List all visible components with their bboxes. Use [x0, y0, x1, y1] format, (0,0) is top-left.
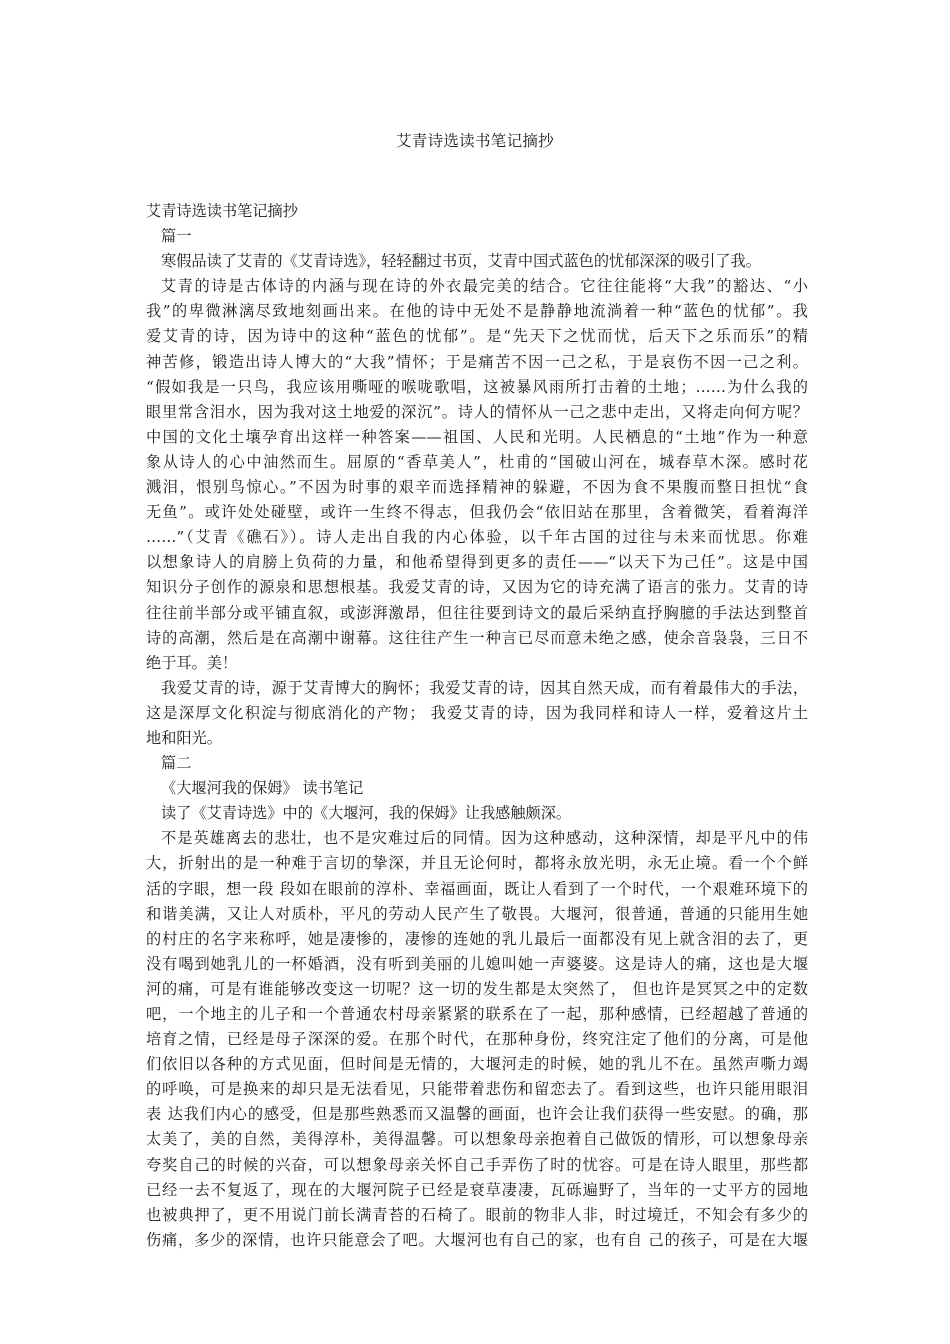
text-line: 不是英雄离去的悲壮，也不是灾难过后的同情。因为这种感动，这种深情，却是平凡中的伟	[161, 829, 808, 848]
text-line: 的村庄的名字来称呼，她是凄惨的，凄惨的连她的乳儿最后一面都没有见上就含泪的去了，更	[146, 929, 808, 948]
text-line: 寒假品读了艾青的《艾青诗选》，轻轻翻过书页，艾青中国式蓝色的忧郁深深的吸引了我。	[161, 252, 761, 271]
text-line: 知识分子创作的源泉和思想根基。我爱艾青的诗，又因为它的诗充满了语言的张力。艾青的诗	[146, 578, 808, 597]
text-line: 爱艾青的诗，因为诗中的这种“蓝色的忧郁”。是“先天下之忧而忧，后天下之乐而乐”的精	[146, 327, 808, 346]
text-line: “假如我是一只鸟，我应该用嘶哑的喉咙歌唱，这被暴风雨所打击着的土地；……为什么我的	[146, 377, 808, 396]
text-line: 伤痛，多少的深情，也许只能意会了吧。大堰河也有自己的家，也有自 己的孩子，可是在大堰	[146, 1230, 808, 1249]
text-line: 培育之情，已经是母子深深的爱。在那个时代，在那种身份，终究注定了他们的分离，可是他	[146, 1030, 808, 1049]
text-line: 我”的卑微淋漓尽致地刻画出来。在他的诗中无处不是静静地流淌着一种“蓝色的忧郁”。我	[146, 302, 808, 321]
text-line: 《大堰河我的保姆》 读书笔记	[161, 779, 364, 798]
text-line: 表 达我们内心的感受，但是那些熟悉而又温馨的画面，也许会让我们获得一些安慰。的确，那	[146, 1105, 808, 1124]
text-line: 读了《艾青诗选》中的《大堰河，我的保姆》让我感触颇深。	[161, 804, 572, 823]
text-line: 已经一去不复返了，现在的大堰河院子已经是衰草凄凄，瓦砾遍野了，当年的一丈平方的园地	[146, 1180, 808, 1199]
text-line: 绝于耳。美！	[146, 653, 238, 672]
text-line: 篇二	[161, 754, 192, 773]
text-line: 以想象诗人的肩膀上负荷的力量，和他希望得到更多的责任——“以天下为己任”。这是中国	[146, 553, 808, 572]
text-line: 夸奖自己的时候的兴奋，可以想象母亲关怀自己手弄伤了时的忧容。可是在诗人眼里，那些都	[146, 1155, 808, 1174]
text-line: 们依旧以各种的方式见面，但时间是无情的，大堰河走的时候，她的乳儿不在。虽然声嘶力竭	[146, 1055, 808, 1074]
text-line: 艾青的诗是古体诗的内涵与现在诗的外衣最完美的结合。它往往能将“大我”的豁达、“小	[161, 277, 808, 296]
text-line: 和谐美满，又让人对质朴，平凡的劳动人民产生了敬畏。大堰河，很普通，普通的只能用生她	[146, 904, 808, 923]
text-line: ……”（艾青《礁石》）。诗人走出自我的内心体验，以千年古国的过往与未来而忧思。你难	[146, 528, 808, 547]
text-line: 中国的文化土壤孕育出这样一种答案——祖国、人民和光明。人民栖息的“土地”作为一种意	[146, 427, 808, 446]
document-body	[146, 199, 808, 1253]
text-line: 也被典押了，更不用说门前长满青苔的石椅了。眼前的物非人非，时过境迁，不知会有多少的	[146, 1205, 808, 1224]
text-line: 象从诗人的心中油然而生。屈原的“香草美人”，杜甫的“国破山河在，城春草木深。感时花	[146, 452, 808, 471]
text-line: 往往前半部分或平铺直叙，或澎湃激昂，但往往要到诗文的最后采纳直抒胸臆的手法达到整首	[146, 603, 808, 622]
text-line: 我爱艾青的诗，源于艾青博大的胸怀；我爱艾青的诗，因其自然天成，而有着最伟大的手法，	[161, 678, 808, 697]
text-line: 艾青诗选读书笔记摘抄	[146, 202, 298, 220]
text-line: 的呼唤，可是换来的却只是无法看见，只能带着悲伤和留恋去了。看到这些，也许只能用眼泪	[146, 1080, 808, 1099]
text-line: 大，折射出的是一种难于言切的挚深，并且无论何时，都将永放光明，永无止境。看一个个鲜	[146, 854, 808, 873]
text-line: 溅泪，恨别鸟惊心。”不因为时事的艰辛而选择精神的躲避，不因为食不果腹而整日担忧“食	[146, 478, 808, 497]
text-line: 眼里常含泪水，因为我对这土地爱的深沉”。诗人的情怀从一己之悲中走出，又将走向何方呢？	[146, 402, 808, 421]
text-line: 活的字眼，想一段 段如在眼前的淳朴、幸福画面，既让人看到了一个时代，一个艰难环境下的	[146, 879, 808, 898]
text-line: 无鱼”。或许处处碰壁，或许一生终不得志，但我仍会“依旧站在那里，含着微笑，看着海洋	[146, 503, 808, 522]
text-line: 神苦修，锻造出诗人博大的“大我”情怀；于是痛苦不因一己之私，于是哀伤不因一己之利。	[146, 352, 808, 371]
text-line: 这是深厚文化积淀与彻底消化的产物； 我爱艾青的诗，因为我同样和诗人一样，爱着这片土	[146, 703, 808, 722]
text-line: 吧，一个地主的儿子和一个普通农村母亲紧紧的联系在了一起，那种感情，已经超越了普通的	[146, 1005, 808, 1023]
document-title: 艾青诗选读书笔记摘抄	[395, 132, 554, 150]
text-line: 地和阳光。	[146, 728, 222, 747]
text-line: 诗的高潮，然后是在高潮中谢幕。这往往产生一种言已尽而意未绝之感，使余音袅袅，三日不	[146, 628, 808, 647]
text-line: 篇一	[161, 227, 192, 246]
text-line: 没有喝到她乳儿的一杯婚酒，没有听到美丽的儿媳叫她一声婆婆。这是诗人的痛，这也是大堰	[146, 954, 808, 973]
text-line: 太美了，美的自然，美得淳朴，美得温馨。可以想象母亲抱着自己做饭的情形，可以想象母亲	[146, 1130, 808, 1149]
text-line: 河的痛，可是有谁能够改变这一切呢？这一切的发生都是太突然了， 但也许是冥冥之中的定数	[146, 979, 808, 998]
